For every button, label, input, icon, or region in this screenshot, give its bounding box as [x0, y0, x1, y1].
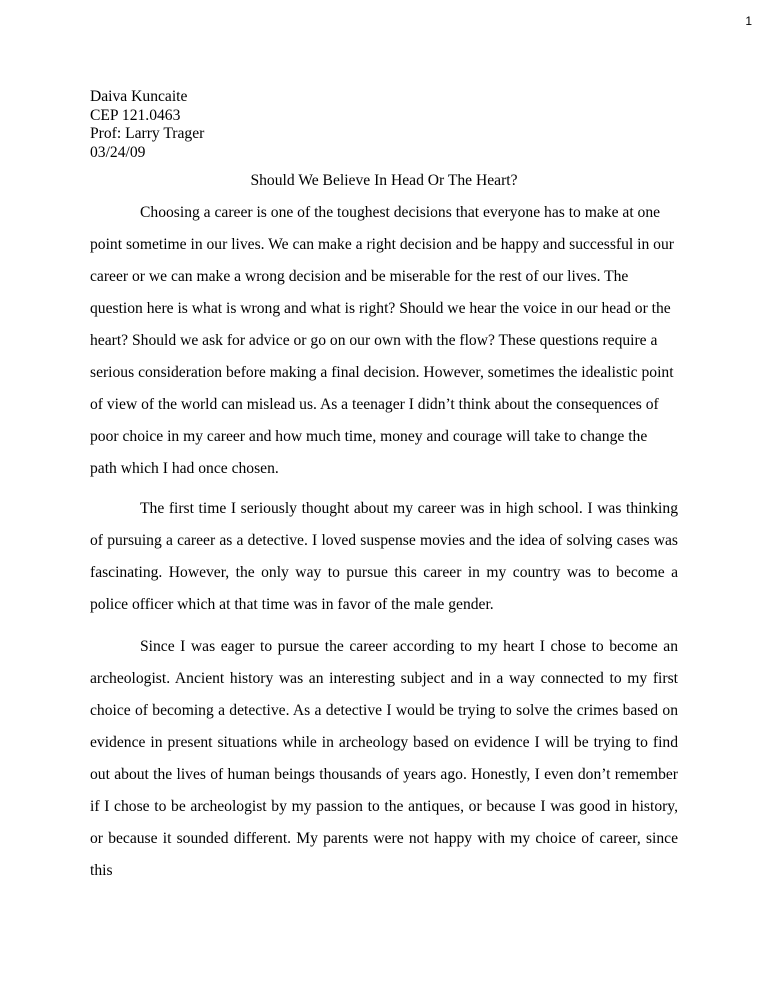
paragraph-1: Choosing a career is one of the toughest decisions that everyone has to make at one point sometime in our lives. We can make a right decision and be happy and successful in our career or we can make a wrong decision and be miserable for the rest of our lives. The question here is what is wrong and what is right? Should we hear the voice in our head or the heart? Should we ask for advice or go on our own with the flow? These questions require a serious consideration before making a final decision. However, sometimes the idealistic point of view of the world can mislead us. As a teenager I didn’t think about the consequences of poor choice in my career and how much time, money and courage will take to change the path which I had once chosen. — [90, 203, 674, 477]
paragraph-2: The first time I seriously thought about my career was in high school. I was thinking of pursuing a career as a detective. I loved suspense movies and the idea of solving cases was fascinating. However, the only way to pursue this career in my country was to become a police officer which at that time was in favor of the male gender. — [90, 499, 678, 613]
course-code: CEP 121.0463 — [90, 106, 181, 124]
document-title: Should We Believe In Head Or The Heart? — [250, 172, 518, 189]
document-body — [90, 88, 678, 887]
header-block — [90, 88, 678, 162]
paragraph-3: Since I was eager to pursue the career according to my heart I chose to become an archeologist. Ancient history was an interesting subject and in a way connected to my first choice of becoming a detective. As a detective I would be trying to solve the crimes based on evidence in present situations while in archeology based on evidence I will be trying to find out about the lives of human beings thousands of years ago. Honestly, I even don’t remember if I chose to be archeologist by my passion to the antiques, or because I was good in history, or because it sounded different. My parents were not happy with my choice of career, since this — [90, 637, 678, 879]
document-date: 03/24/09 — [90, 143, 146, 161]
professor-name: Prof: Larry Trager — [90, 125, 205, 142]
author-name: Daiva Kuncaite — [90, 88, 188, 105]
page-number: 1 — [745, 14, 752, 28]
